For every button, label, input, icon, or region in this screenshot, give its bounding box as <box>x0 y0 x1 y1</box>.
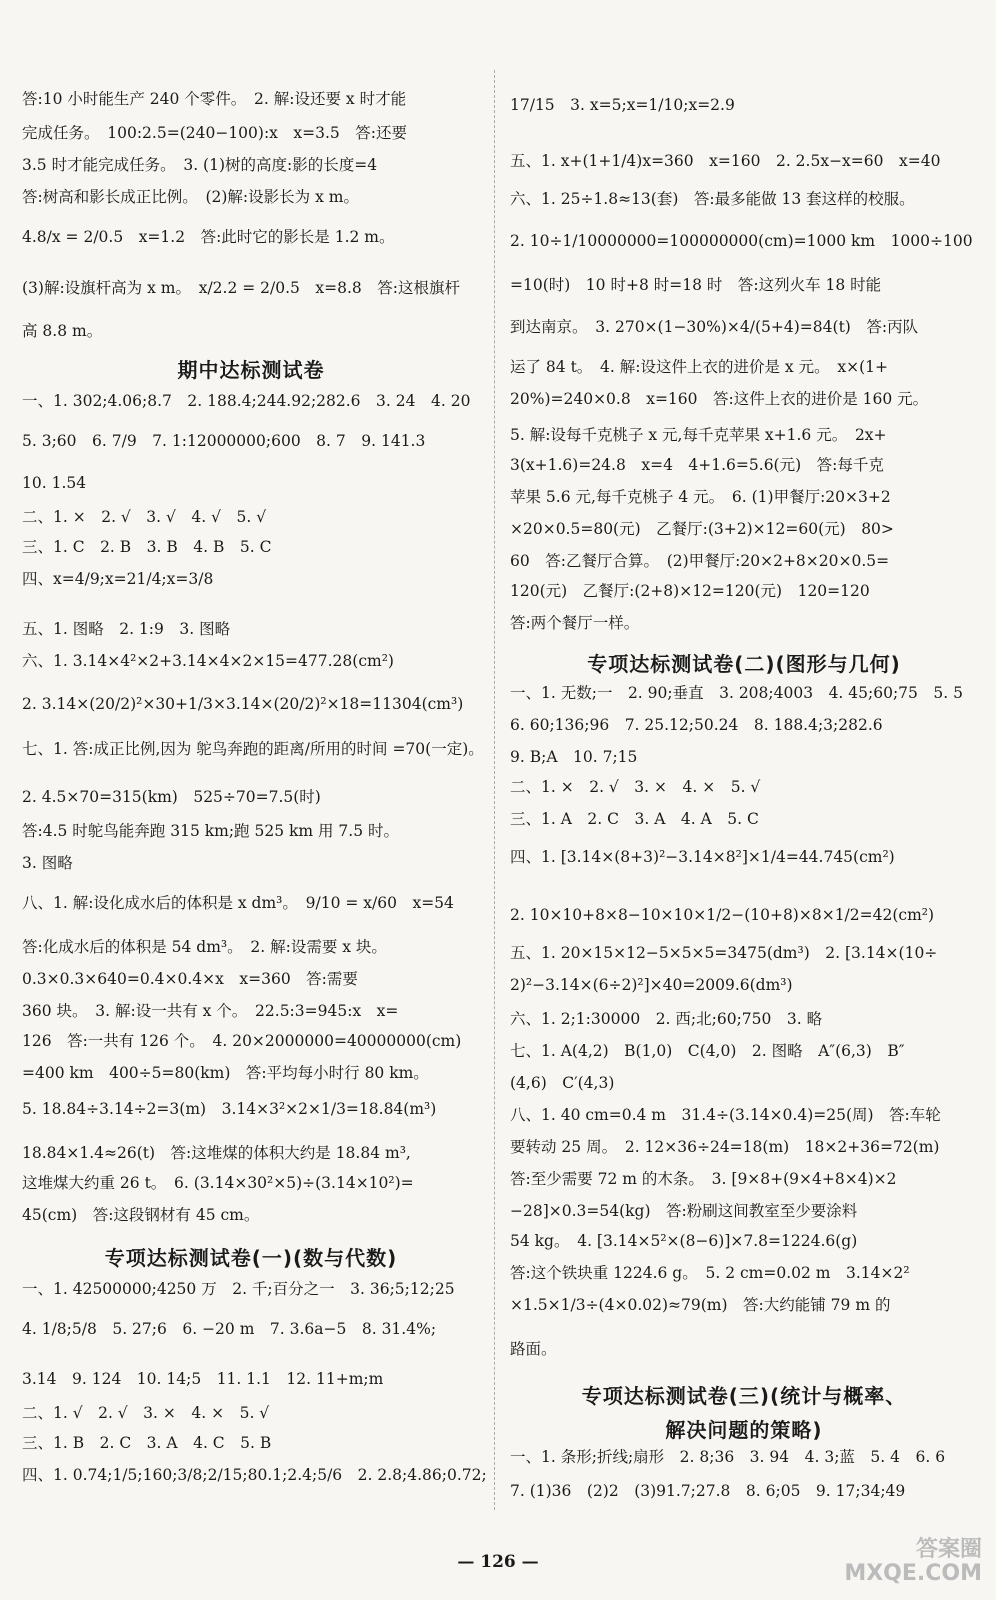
answer-line: 八、1. 40 cm=0.4 m 31.4÷(3.14×0.4)=25(周) 答:车轮 <box>510 1106 941 1124</box>
answer-line: 答:这个铁块重 1224.6 g。 5. 2 cm=0.02 m 3.14×2² <box>510 1264 910 1282</box>
answer-line: (3)解:设旗杆高为 x m。 x/2.2 = 2/0.5 x=8.8 答:这根旗杆 <box>22 279 461 297</box>
answer-line: 0.3×0.3×640=0.4×0.4×x x=360 答:需要 <box>22 970 358 988</box>
answer-line: 五、1. x+(1+1/4)x=360 x=160 2. 2.5x−x=60 x=40 <box>510 152 941 170</box>
answer-line: 完成任务。 100:2.5=(240−100):x x=3.5 答:还要 <box>22 124 408 142</box>
answer-line: 10. 1.54 <box>22 474 87 492</box>
answer-line: 6. 60;136;96 7. 25.12;50.24 8. 188.4;3;282.6 <box>510 716 883 734</box>
answer-line: 2. 3.14×(20/2)²×30+1/3×3.14×(20/2)²×18=11304(cm³) <box>22 695 464 713</box>
answer-line: 一、1. 42500000;4250 万 2. 千;百分之一 3. 36;5;12;25 <box>22 1280 455 1298</box>
section-heading: 专项达标测试卷(一)(数与代数) <box>104 1246 398 1270</box>
answer-line: (4,6) C′(4,3) <box>510 1074 615 1092</box>
section-heading: 专项达标测试卷(二)(图形与几何) <box>587 652 901 676</box>
answer-line: 一、1. 302;4.06;8.7 2. 188.4;244.92;282.6 3. 24 4. 20 <box>22 392 471 410</box>
answer-line: 六、1. 25÷1.8≈13(套) 答:最多能做 13 套这样的校服。 <box>510 190 915 208</box>
answer-line: 答:树高和影长成正比例。 (2)解:设影长为 x m。 <box>22 188 359 206</box>
answer-line: 5. 18.84÷3.14÷2=3(m) 3.14×3²×2×1/3=18.84(m³) <box>22 1100 437 1118</box>
answer-line: 这堆煤大约重 26 t。 6. (3.14×30²×5)÷(3.14×10²)= <box>22 1174 414 1192</box>
answer-line: 七、1. 答:成正比例,因为 鸵鸟奔跑的距离/所用的时间 =70(一定)。 <box>22 740 484 758</box>
answer-line: 5. 解:设每千克桃子 x 元,每千克苹果 x+1.6 元。 2x+ <box>510 426 887 444</box>
answer-line: 5. 3;60 6. 7/9 7. 1:12000000;600 8. 7 9. 141.3 <box>22 432 426 450</box>
answer-line: 答:化成水后的体积是 54 dm³。 2. 解:设需要 x 块。 <box>22 938 387 956</box>
answer-line: 六、1. 2;1:30000 2. 西;北;60;750 3. 略 <box>510 1010 823 1028</box>
answer-line: 2. 4.5×70=315(km) 525÷70=7.5(时) <box>22 788 321 806</box>
answer-line: 7. (1)36 (2)2 (3)91.7;27.8 8. 6;05 9. 17;34;49 <box>510 1482 906 1500</box>
answer-line: 五、1. 图略 2. 1:9 3. 图略 <box>22 620 231 638</box>
section-heading: 专项达标测试卷(三)(统计与概率、 <box>581 1384 907 1408</box>
answer-line: =400 km 400÷5=80(km) 答:平均每小时行 80 km。 <box>22 1064 429 1082</box>
answer-line: 六、1. 3.14×4²×2+3.14×4×2×15=477.28(cm²) <box>22 652 394 670</box>
answer-line: =10(时) 10 时+8 时=18 时 答:这列火车 18 时能 <box>510 276 882 294</box>
answer-line: 360 块。 3. 解:设一共有 x 个。 22.5:3=945:x x= <box>22 1002 399 1020</box>
answer-line: 四、x=4/9;x=21/4;x=3/8 <box>22 570 214 588</box>
answer-line: 答:4.5 时鸵鸟能奔跑 315 km;跑 525 km 用 7.5 时。 <box>22 822 400 840</box>
watermark <box>844 1538 982 1586</box>
answer-line: 要转动 25 周。 2. 12×36÷24=18(m) 18×2+36=72(m) <box>510 1138 940 1156</box>
answer-line: 五、1. 20×15×12−5×5×5=3475(dm³) 2. [3.14×(10÷ <box>510 944 938 962</box>
answer-line: 八、1. 解:设化成水后的体积是 x dm³。 9/10 = x/60 x=54 <box>22 894 454 912</box>
answer-line: 三、1. B 2. C 3. A 4. C 5. B <box>22 1434 272 1452</box>
answer-line: 20%)=240×0.8 x=160 答:这件上衣的进价是 160 元。 <box>510 390 929 408</box>
page-number: — 126 — <box>457 1552 539 1572</box>
answer-line: 答:两个餐厅一样。 <box>510 614 640 632</box>
answer-line: 二、1. × 2. √ 3. √ 4. √ 5. √ <box>22 508 267 526</box>
column-divider <box>494 70 495 1510</box>
answer-line: 4.8/x = 2/0.5 x=1.2 答:此时它的影长是 1.2 m。 <box>22 228 395 246</box>
answer-line: 四、1. [3.14×(8+3)²−3.14×8²]×1/4=44.745(cm²) <box>510 848 895 866</box>
answer-line: 答:至少需要 72 m 的木条。 3. [9×8+(9×4+8×4)×2 <box>510 1170 897 1188</box>
answer-line: 120(元) 乙餐厅:(2+8)×12=120(元) 120=120 <box>510 582 870 600</box>
answer-line: 到达南京。 3. 270×(1−30%)×4/(5+4)=84(t) 答:丙队 <box>510 318 919 336</box>
watermark-line: 答案圈 <box>915 1537 982 1562</box>
answer-line: 高 8.8 m。 <box>22 322 103 340</box>
answer-line: 17/15 3. x=5;x=1/10;x=2.9 <box>510 96 735 114</box>
answer-line: 四、1. 0.74;1/5;160;3/8;2/15;80.1;2.4;5/6 2. 2.8;4.86;0.72; <box>22 1466 487 1484</box>
answer-line: 3.14 9. 124 10. 14;5 11. 1.1 12. 11+m;m <box>22 1370 384 1388</box>
answer-line: ×1.5×1/3÷(4×0.02)≈79(m) 答:大约能铺 79 m 的 <box>510 1296 891 1314</box>
answer-line: 二、1. √ 2. √ 3. × 4. × 5. √ <box>22 1404 270 1422</box>
answer-line: 三、1. A 2. C 3. A 4. A 5. C <box>510 810 759 828</box>
answer-line: 4. 1/8;5/8 5. 27;6 6. −20 m 7. 3.6a−5 8. 31.4%; <box>22 1320 437 1338</box>
answer-line: 2)²−3.14×(6÷2)²]×40=2009.6(dm³) <box>510 976 793 994</box>
answer-line: 9. B;A 10. 7;15 <box>510 748 638 766</box>
answer-line: 一、1. 条形;折线;扇形 2. 8;36 3. 94 4. 3;蓝 5. 4 6. 6 <box>510 1448 946 1466</box>
answer-line: 3(x+1.6)=24.8 x=4 4+1.6=5.6(元) 答:每千克 <box>510 456 884 474</box>
answer-line: 18.84×1.4≈26(t) 答:这堆煤的体积大约是 18.84 m³, <box>22 1144 411 1162</box>
section-heading: 期中达标测试卷 <box>177 358 325 382</box>
answer-line: 一、1. 无数;一 2. 90;垂直 3. 208;4003 4. 45;60;75 5. 5 <box>510 684 963 702</box>
answer-line: 54 kg。 4. [3.14×5²×(8−6)]×7.8=1224.6(g) <box>510 1232 858 1250</box>
answer-line: 苹果 5.6 元,每千克桃子 4 元。 6. (1)甲餐厅:20×3+2 <box>510 488 891 506</box>
section-heading: 解决问题的策略) <box>665 1418 823 1442</box>
answer-line: 2. 10÷1/10000000=100000000(cm)=1000 km 1000÷100 <box>510 232 973 250</box>
answer-line: 三、1. C 2. B 3. B 4. B 5. C <box>22 538 272 556</box>
answer-line: 60 答:乙餐厅合算。 (2)甲餐厅:20×2+8×20×0.5= <box>510 552 890 570</box>
answer-line: 3. 图略 <box>22 854 73 872</box>
answer-line: 七、1. A(4,2) B(1,0) C(4,0) 2. 图略 A″(6,3) B″ <box>510 1042 905 1060</box>
answer-line: 3.5 时才能完成任务。 3. (1)树的高度:影的长度=4 <box>22 156 378 174</box>
watermark-line: MXQE.COM <box>844 1561 982 1586</box>
answer-line: 二、1. × 2. √ 3. × 4. × 5. √ <box>510 778 761 796</box>
answer-line: 运了 84 t。 4. 解:设这件上衣的进价是 x 元。 x×(1+ <box>510 358 888 376</box>
answer-line: 答:10 小时能生产 240 个零件。 2. 解:设还要 x 时才能 <box>22 90 407 108</box>
answer-line: 126 答:一共有 126 个。 4. 20×2000000=40000000(cm) <box>22 1032 462 1050</box>
answer-line: 路面。 <box>510 1340 557 1358</box>
answer-line: 45(cm) 答:这段钢材有 45 cm。 <box>22 1206 260 1224</box>
answer-line: −28]×0.3=54(kg) 答:粉刷这间教室至少要涂料 <box>510 1202 858 1220</box>
answer-line: ×20×0.5=80(元) 乙餐厅:(3+2)×12=60(元) 80> <box>510 520 894 538</box>
answer-line: 2. 10×10+8×8−10×10×1/2−(10+8)×8×1/2=42(cm²) <box>510 906 935 924</box>
